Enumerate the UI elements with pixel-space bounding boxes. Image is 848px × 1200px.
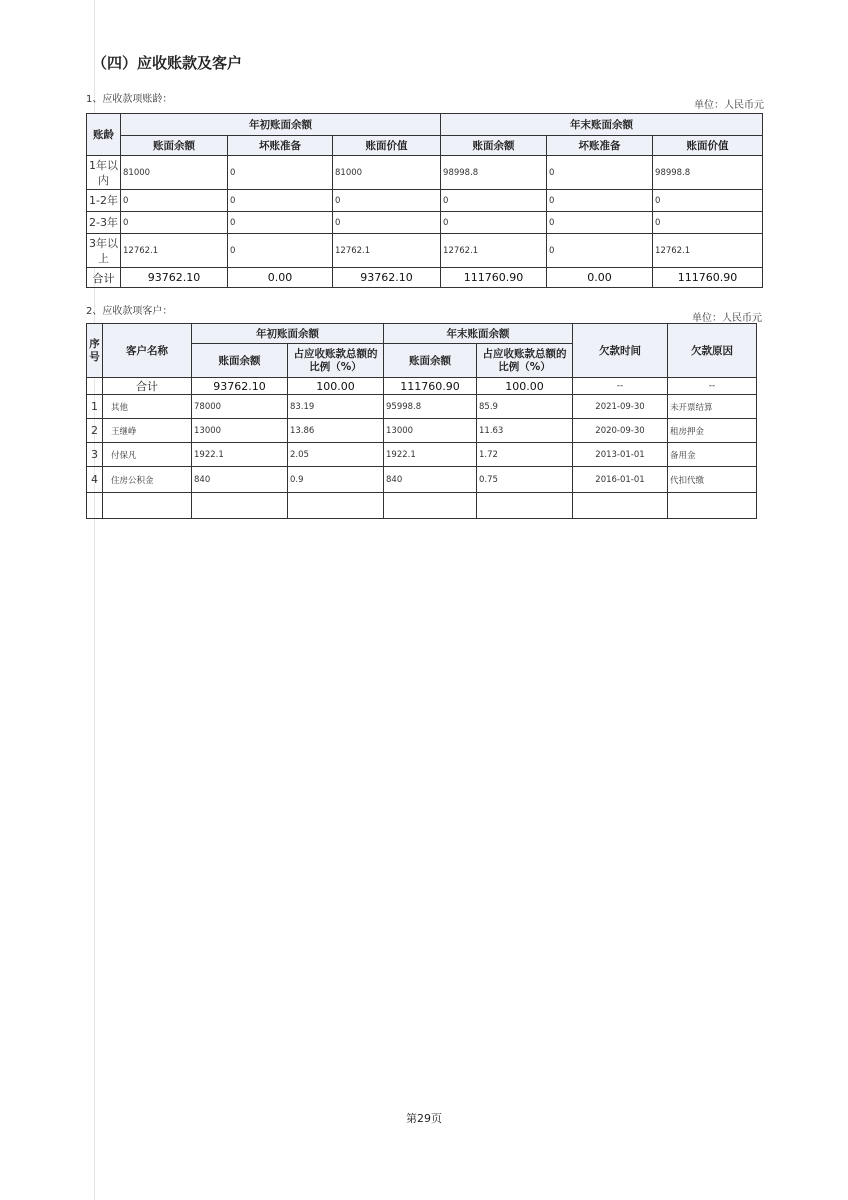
customers-row — [87, 443, 757, 467]
customers-table — [86, 323, 757, 519]
customers-total-cell: 93762.10 — [192, 378, 288, 395]
customers-cell: 0.9 — [288, 467, 384, 493]
aging-cell: 81000 — [333, 156, 441, 190]
customers-col-name: 客户名称 — [103, 324, 192, 378]
customers-cell: 2.05 — [288, 443, 384, 467]
customers-col-reason: 欠款原因 — [668, 324, 757, 378]
customers-cell: 13.86 — [288, 419, 384, 443]
aging-label: 1-2年 — [87, 190, 121, 212]
aging-total-cell: 93762.10 — [333, 268, 441, 288]
customers-row — [87, 395, 757, 419]
aging-cell: 0 — [228, 190, 333, 212]
aging-col-begin-value: 账面价值 — [333, 136, 441, 156]
aging-group-end: 年末账面余额 — [441, 114, 763, 136]
aging-cell: 0 — [121, 212, 228, 234]
customers-cell: 1922.1 — [192, 443, 288, 467]
aging-row-header: 账龄 — [87, 114, 121, 156]
customers-total-cell: 100.00 — [288, 378, 384, 395]
aging-cell: 0 — [547, 190, 653, 212]
customers-cell: 85.9 — [477, 395, 573, 419]
customers-total-cell: 100.00 — [477, 378, 573, 395]
aging-label: 3年以上 — [87, 234, 121, 268]
aging-cell: 12762.1 — [653, 234, 763, 268]
customers-reason: 未开票结算 — [668, 395, 757, 419]
aging-col-begin-bad-debt: 坏账准备 — [228, 136, 333, 156]
aging-group-begin: 年初账面余额 — [121, 114, 441, 136]
aging-col-end-balance: 账面余额 — [441, 136, 547, 156]
aging-row — [87, 156, 763, 190]
customers-date: 2021-09-30 — [573, 395, 668, 419]
customers-cell: 13000 — [192, 419, 288, 443]
aging-cell: 0 — [228, 156, 333, 190]
customers-seq: 3 — [87, 443, 103, 467]
aging-cell: 0 — [228, 234, 333, 268]
aging-cell: 98998.8 — [441, 156, 547, 190]
customers-cell: 0.75 — [477, 467, 573, 493]
customers-col-end-balance: 账面余额 — [384, 344, 477, 378]
customers-cell: 1922.1 — [384, 443, 477, 467]
aging-cell: 0 — [121, 190, 228, 212]
aging-col-end-bad-debt: 坏账准备 — [547, 136, 653, 156]
customers-col-seq: 序号 — [87, 324, 103, 378]
customers-subtitle: 2、应收款项客户： — [86, 306, 173, 317]
aging-cell: 81000 — [121, 156, 228, 190]
customers-seq: 2 — [87, 419, 103, 443]
aging-total-cell: 93762.10 — [121, 268, 228, 288]
customers-name: 付保凡 — [103, 443, 192, 467]
aging-cell: 0 — [441, 212, 547, 234]
customers-total-cell: 111760.90 — [384, 378, 477, 395]
aging-cell: 98998.8 — [653, 156, 763, 190]
customers-cell: 840 — [384, 467, 477, 493]
section-title: （四）应收账款及客户 — [92, 54, 243, 72]
aging-subtitle: 1、应收款项账龄： — [86, 94, 173, 105]
customers-name: 其他 — [103, 395, 192, 419]
customers-cell: 11.63 — [477, 419, 573, 443]
aging-label: 1年以内 — [87, 156, 121, 190]
customers-cell: 95998.8 — [384, 395, 477, 419]
aging-cell: 12762.1 — [441, 234, 547, 268]
aging-cell: 12762.1 — [121, 234, 228, 268]
aging-total-row — [87, 268, 763, 288]
aging-total-cell: 111760.90 — [653, 268, 763, 288]
page-number: 第29页 — [406, 1112, 442, 1125]
customers-reason: 备用金 — [668, 443, 757, 467]
customers-unit: 单位：人民币元 — [692, 313, 762, 324]
aging-total-label: 合计 — [87, 268, 121, 288]
aging-row — [87, 234, 763, 268]
aging-cell: 0 — [228, 212, 333, 234]
customers-name: 王继峥 — [103, 419, 192, 443]
aging-cell: 0 — [653, 212, 763, 234]
aging-cell: 0 — [333, 212, 441, 234]
aging-cell: 0 — [333, 190, 441, 212]
customers-date: 2020-09-30 — [573, 419, 668, 443]
customers-reason: 代扣代缴 — [668, 467, 757, 493]
customers-col-begin-ratio: 占应收账款总额的比例（%） — [288, 344, 384, 378]
customers-name: 住房公积金 — [103, 467, 192, 493]
customers-col-end-ratio: 占应收账款总额的比例（%） — [477, 344, 573, 378]
aging-total-cell: 0.00 — [228, 268, 333, 288]
customers-cell: 78000 — [192, 395, 288, 419]
aging-cell: 0 — [653, 190, 763, 212]
customers-group-end: 年末账面余额 — [384, 324, 573, 344]
customers-reason: 租房押金 — [668, 419, 757, 443]
aging-row — [87, 212, 763, 234]
customers-seq: 1 — [87, 395, 103, 419]
customers-group-begin: 年初账面余额 — [192, 324, 384, 344]
aging-col-begin-balance: 账面余额 — [121, 136, 228, 156]
customers-total-date: -- — [573, 378, 668, 395]
aging-total-cell: 0.00 — [547, 268, 653, 288]
customers-total-reason: -- — [668, 378, 757, 395]
customers-row — [87, 419, 757, 443]
aging-cell: 0 — [547, 234, 653, 268]
customers-cell: 1.72 — [477, 443, 573, 467]
aging-cell: 12762.1 — [333, 234, 441, 268]
aging-cell: 0 — [441, 190, 547, 212]
aging-col-end-value: 账面价值 — [653, 136, 763, 156]
customers-col-begin-balance: 账面余额 — [192, 344, 288, 378]
aging-total-cell: 111760.90 — [441, 268, 547, 288]
customers-cell: 13000 — [384, 419, 477, 443]
aging-label: 2-3年 — [87, 212, 121, 234]
customers-total-row — [87, 378, 757, 395]
aging-cell: 0 — [547, 156, 653, 190]
customers-empty-row — [87, 493, 757, 519]
customers-col-date: 欠款时间 — [573, 324, 668, 378]
customers-date: 2013-01-01 — [573, 443, 668, 467]
customers-cell: 840 — [192, 467, 288, 493]
customers-date: 2016-01-01 — [573, 467, 668, 493]
aging-table — [86, 113, 763, 288]
aging-cell: 0 — [547, 212, 653, 234]
aging-row — [87, 190, 763, 212]
customers-cell: 83.19 — [288, 395, 384, 419]
customers-seq: 4 — [87, 467, 103, 493]
customers-total-label: 合计 — [103, 378, 192, 395]
aging-unit: 单位：人民币元 — [694, 100, 764, 111]
customers-row — [87, 467, 757, 493]
